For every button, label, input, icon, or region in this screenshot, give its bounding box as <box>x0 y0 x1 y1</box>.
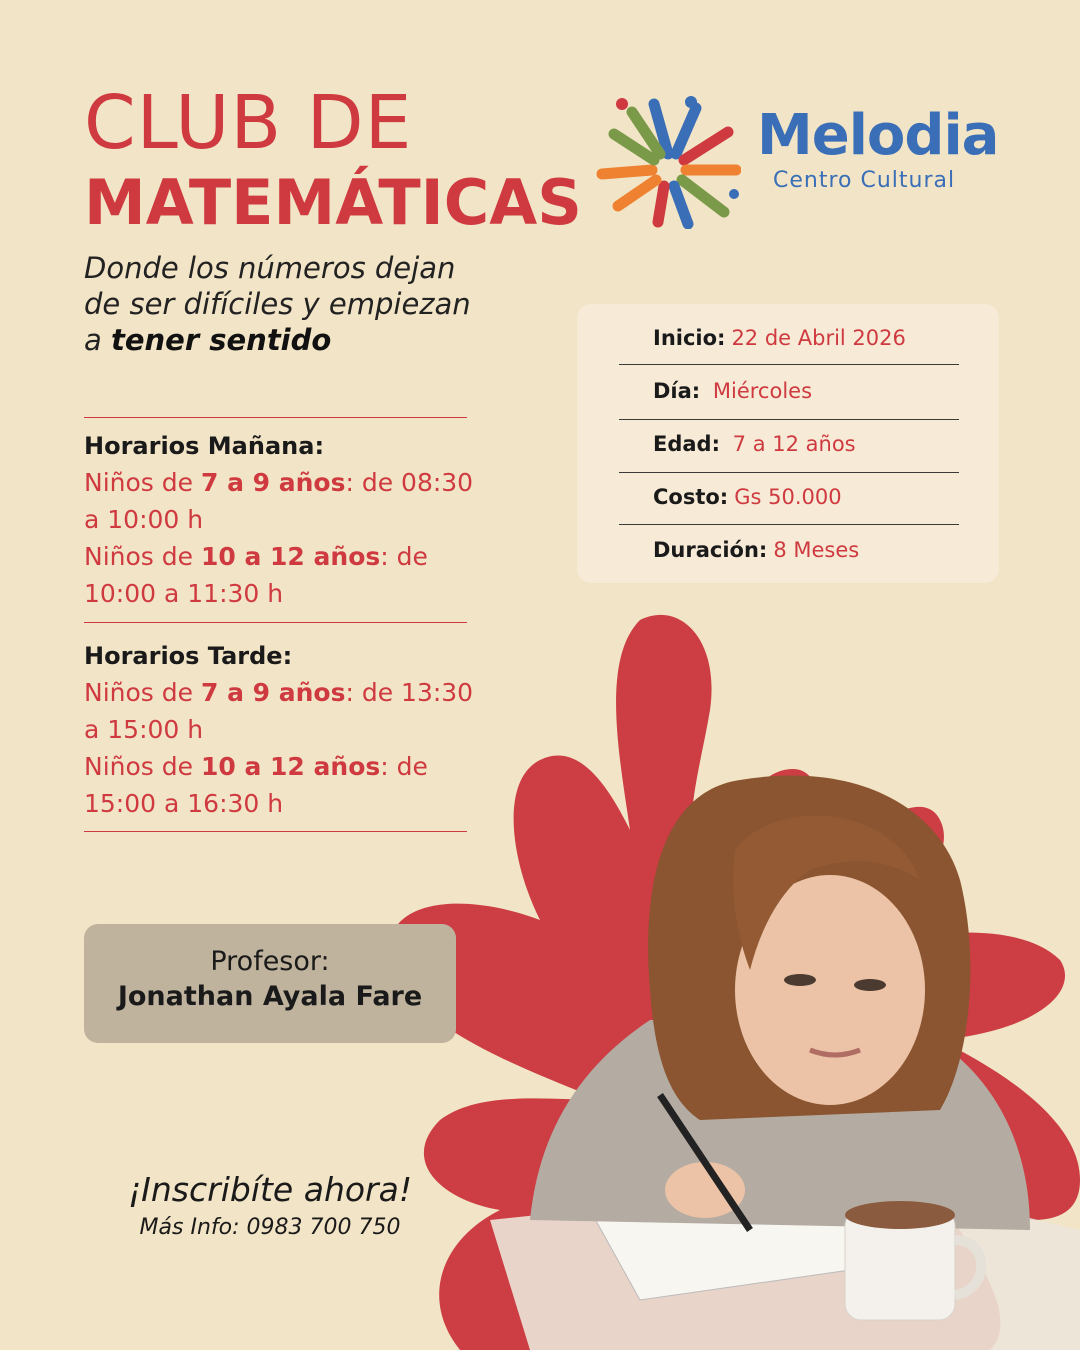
morning-schedule <box>84 428 484 612</box>
afternoon-group2-age: 10 a 12 años <box>200 752 381 781</box>
info-edad-label: Edad: <box>653 432 720 456</box>
info-edad <box>653 432 856 456</box>
afternoon-group1-time: : de 13:30 <box>345 678 474 707</box>
afternoon-group1-time-end: a 15:00 h <box>84 715 204 744</box>
melodia-logo-icon <box>596 94 741 229</box>
info-dia-label: Día: <box>653 379 701 403</box>
morning-group1-time: : de 08:30 <box>345 468 474 497</box>
afternoon-group2 <box>84 748 484 785</box>
teacher-label: Profesor: <box>210 946 330 977</box>
info-costo-label: Costo: <box>653 485 729 509</box>
afternoon-heading: Horarios Tarde: <box>84 642 293 670</box>
subtitle-line1: Donde los números dejan <box>84 251 456 285</box>
afternoon-group1-age: 7 a 9 años <box>200 678 346 707</box>
subtitle <box>84 250 554 358</box>
info-inicio <box>653 326 906 350</box>
info-dia <box>653 379 812 403</box>
info-costo-value: Gs 50.000 <box>734 485 842 509</box>
divider <box>84 417 467 418</box>
morning-group2-time: : de <box>380 542 428 571</box>
morning-group1-age: 7 a 9 años <box>200 468 346 497</box>
info-costo <box>653 485 842 509</box>
teacher-card <box>84 924 456 1043</box>
morning-group2-age: 10 a 12 años <box>200 542 381 571</box>
morning-prefix: Niños de <box>84 542 194 571</box>
morning-prefix: Niños de <box>84 468 194 497</box>
morning-group2 <box>84 538 484 575</box>
brand <box>757 103 999 193</box>
info-inicio-label: Inicio: <box>653 326 726 350</box>
afternoon-prefix: Niños de <box>84 678 194 707</box>
afternoon-group1 <box>84 674 484 711</box>
afternoon-prefix: Niños de <box>84 752 194 781</box>
page-title-line1: CLUB DE <box>84 80 413 166</box>
info-separator <box>619 364 959 365</box>
student-illustration <box>470 760 1080 1350</box>
info-duracion-value: 8 Meses <box>773 538 860 562</box>
brand-name: Melodia <box>757 103 999 168</box>
afternoon-group2-time-end: 15:00 a 16:30 h <box>84 789 284 818</box>
morning-heading: Horarios Mañana: <box>84 432 325 460</box>
afternoon-group2-time: : de <box>380 752 428 781</box>
info-edad-value: 7 a 12 años <box>732 432 856 456</box>
divider <box>84 622 467 623</box>
teacher-name: Jonathan Ayala Fare <box>117 981 423 1012</box>
info-box <box>577 304 999 583</box>
info-inicio-value: 22 de Abril 2026 <box>731 326 906 350</box>
brand-tagline: Centro Cultural <box>773 168 956 193</box>
divider <box>84 831 467 832</box>
afternoon-schedule <box>84 638 484 822</box>
subtitle-prefix: a <box>84 323 102 357</box>
subtitle-emphasis: tener sentido <box>111 323 332 357</box>
info-dia-value: Miércoles <box>712 379 813 403</box>
info-separator <box>619 524 959 525</box>
call-to-action <box>84 1170 456 1240</box>
subtitle-line3 <box>84 322 554 358</box>
info-separator <box>619 419 959 420</box>
morning-group1 <box>84 464 484 501</box>
morning-group1-time-end: a 10:00 h <box>84 505 204 534</box>
cta-headline: ¡Inscribíte ahora! <box>127 1170 413 1209</box>
morning-group2-time-end: 10:00 a 11:30 h <box>84 579 284 608</box>
info-duracion-label: Duración: <box>653 538 768 562</box>
cta-contact: Más Info: 0983 700 750 <box>139 1215 401 1240</box>
subtitle-line2: de ser difíciles y empiezan <box>84 287 471 321</box>
info-separator <box>619 472 959 473</box>
page-title-line2: MATEMÁTICAS <box>84 166 582 239</box>
info-duracion <box>653 538 859 562</box>
